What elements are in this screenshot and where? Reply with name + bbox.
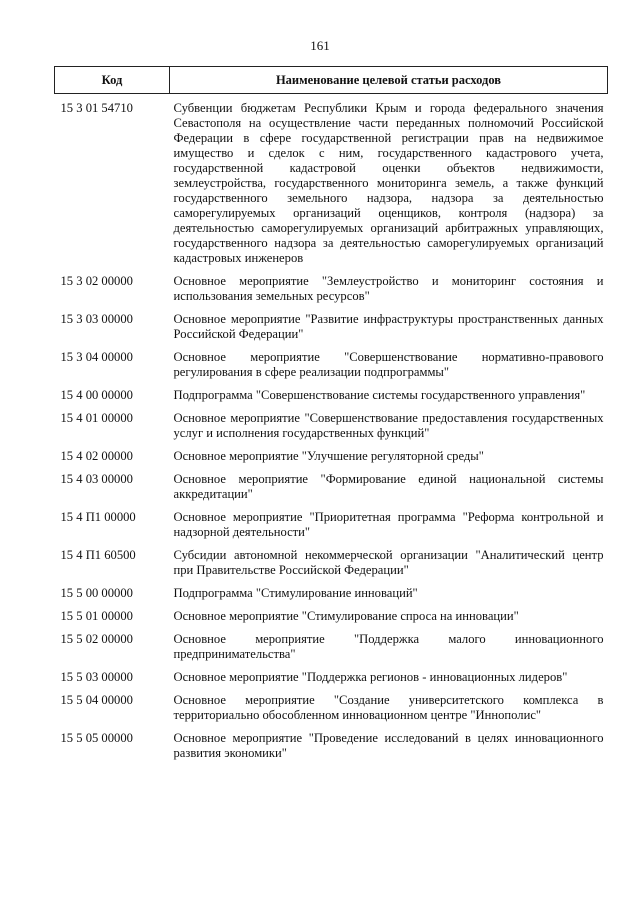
row-name: Субсидии автономной некоммерческой организации "Аналитический центр при Правительстве Российской Федерации" xyxy=(173,548,604,577)
header-code: Код xyxy=(55,67,170,94)
row-code: 15 3 03 00000 xyxy=(60,312,133,326)
table-row xyxy=(55,548,608,586)
row-name: Основное мероприятие "Совершенствование предоставления государственных услуг и исполнения государственных функций" xyxy=(173,411,604,440)
table-row xyxy=(55,94,608,275)
table-row xyxy=(55,510,608,548)
row-code: 15 5 02 00000 xyxy=(60,632,133,646)
row-name: Подпрограмма "Стимулирование инноваций" xyxy=(173,586,418,600)
row-code: 15 5 03 00000 xyxy=(60,670,133,684)
row-name: Основное мероприятие "Улучшение регуляторной среды" xyxy=(173,449,484,463)
row-code: 15 3 02 00000 xyxy=(60,274,133,288)
row-name: Основное мероприятие "Совершенствование нормативно-правового регулирования в сфере реализации подпрограммы" xyxy=(173,350,604,379)
row-code: 15 4 03 00000 xyxy=(60,472,133,486)
row-name: Основное мероприятие "Развитие инфраструктуры пространственных данных Российской Федерации" xyxy=(173,312,604,341)
row-name: Основное мероприятие "Стимулирование спроса на инновации" xyxy=(173,609,519,623)
table-row xyxy=(55,472,608,510)
row-name: Основное мероприятие "Приоритетная программа "Реформа контрольной и надзорной деятельности" xyxy=(173,510,604,539)
row-name: Основное мероприятие "Поддержка регионов - инновационных лидеров" xyxy=(173,670,568,684)
row-name: Субвенции бюджетам Республики Крым и города федерального значения Севастополя на осуществление части переданных полномочий Российской Федерации в сфере государственной регистрации прав на недвижимое имущество и сделок с ним, государственного кадастрового учета, государственной кадастровой оценки объектов недвижимости, землеустройства, государственного мониторинга земель, а также функций государственного земельного надзора, надзора за деятельностью саморегулируемых организаций оценщиков, контроля (надзора) за деятельностью саморегулируемых организаций арбитражных управляющих, государственного надзора за деятельностью саморегулируемых организаций кадастровых инженеров xyxy=(173,101,604,265)
table-row xyxy=(55,670,608,693)
row-name: Основное мероприятие "Поддержка малого инновационного предпринимательства" xyxy=(173,632,604,661)
table-row xyxy=(55,411,608,449)
row-code: 15 4 01 00000 xyxy=(60,411,133,425)
table-row xyxy=(55,731,608,769)
row-code: 15 5 01 00000 xyxy=(60,609,133,623)
table-row xyxy=(55,312,608,350)
row-code: 15 4 00 00000 xyxy=(60,388,133,402)
row-code: 15 3 01 54710 xyxy=(60,101,133,115)
row-name: Основное мероприятие "Землеустройство и мониторинг состояния и использования земельных ресурсов" xyxy=(173,274,604,303)
table-row xyxy=(55,388,608,411)
row-code: 15 5 04 00000 xyxy=(60,693,133,707)
table-header-row xyxy=(55,67,608,94)
row-code: 15 5 05 00000 xyxy=(60,731,133,745)
row-code: 15 4 П1 60500 xyxy=(60,548,136,562)
table-row xyxy=(55,609,608,632)
row-name: Основное мероприятие "Формирование единой национальной системы аккредитации" xyxy=(173,472,604,501)
row-code: 15 5 00 00000 xyxy=(60,586,133,600)
row-code: 15 4 02 00000 xyxy=(60,449,133,463)
row-name: Основное мероприятие "Создание университетского комплекса в территориально обособленном инновационном центре "Иннополис" xyxy=(173,693,604,722)
table-row xyxy=(55,350,608,388)
page-number: 161 xyxy=(310,38,330,53)
table-row xyxy=(55,449,608,472)
table-row xyxy=(55,274,608,312)
table-row xyxy=(55,632,608,670)
budget-codes-table xyxy=(54,66,608,769)
table-row xyxy=(55,693,608,731)
row-name: Основное мероприятие "Проведение исследований в целях инновационного развития экономики" xyxy=(173,731,604,760)
header-name: Наименование целевой статьи расходов xyxy=(170,67,608,94)
row-code: 15 3 04 00000 xyxy=(60,350,133,364)
row-name: Подпрограмма "Совершенствование системы государственного управления" xyxy=(173,388,586,402)
row-code: 15 4 П1 00000 xyxy=(60,510,136,524)
table-row xyxy=(55,586,608,609)
